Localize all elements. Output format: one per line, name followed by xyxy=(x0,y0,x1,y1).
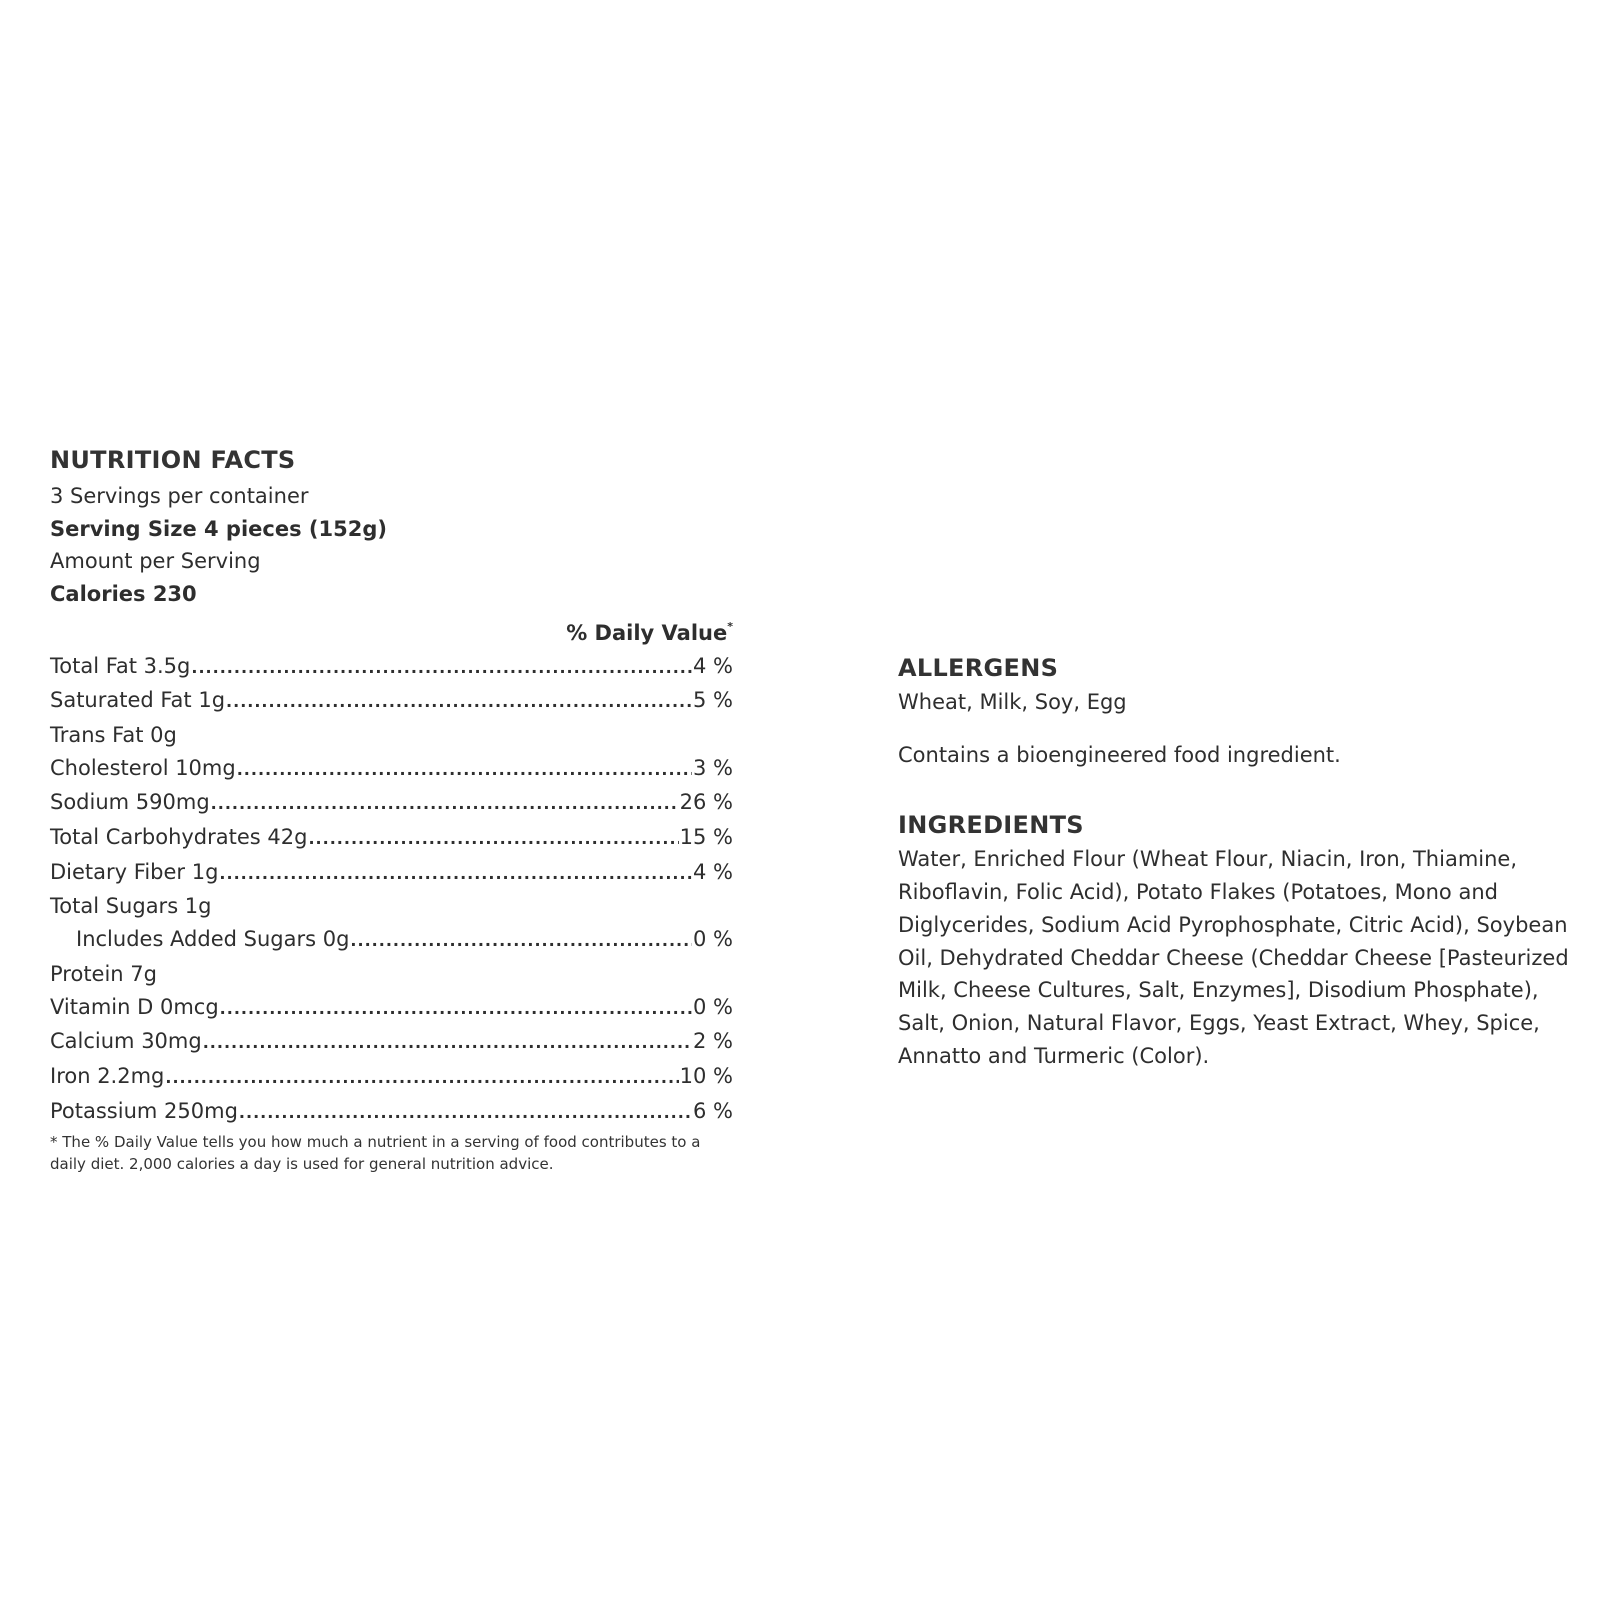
serving-size: Serving Size 4 pieces (152g) xyxy=(50,516,387,541)
nutrient-row xyxy=(50,752,733,787)
dot-leader xyxy=(239,1097,692,1130)
nutrient-label: Includes Added Sugars 0g xyxy=(76,927,350,952)
nutrient-label: Potassium 250mg xyxy=(50,1098,238,1123)
dot-leader xyxy=(237,754,692,787)
nutrient-daily-value: 5 % xyxy=(693,688,733,713)
nutrient-label: Saturated Fat 1g xyxy=(50,688,226,713)
allergens-title: ALLERGENS xyxy=(898,654,1059,682)
daily-value-footnote: * The % Daily Value tells you how much a nutrient in a serving of food contributes to a daily diet. 2,000 calories a day is used for general nutrition advice. xyxy=(50,1133,701,1174)
dot-leader xyxy=(350,925,692,958)
nutrient-daily-value: 0 % xyxy=(693,927,733,952)
nutrient-daily-value: 26 % xyxy=(679,790,733,815)
nutrient-label: Total Carbohydrates 42g xyxy=(50,825,308,850)
nutrition-facts-title: NUTRITION FACTS xyxy=(50,446,296,474)
nutrient-row xyxy=(50,786,733,821)
nutrient-label: Calcium 30mg xyxy=(50,1029,202,1054)
nutrition-facts-panel xyxy=(50,440,733,1175)
nutrient-label: Iron 2.2mg xyxy=(50,1063,165,1088)
bioengineered-statement: Contains a bioengineered food ingredient. xyxy=(898,742,1341,767)
nutrient-daily-value: 2 % xyxy=(693,1029,733,1054)
dot-leader xyxy=(191,652,692,685)
daily-value-asterisk: * xyxy=(727,619,733,633)
dot-leader xyxy=(219,858,692,891)
nutrient-row xyxy=(50,958,733,991)
daily-value-label: % Daily Value xyxy=(566,620,728,645)
servings-per-container: 3 Servings per container xyxy=(50,484,309,508)
nutrient-row xyxy=(50,1060,733,1095)
nutrient-label: Cholesterol 10mg xyxy=(50,755,236,780)
ingredients-title: INGREDIENTS xyxy=(898,811,1084,840)
nutrient-row xyxy=(50,991,733,1026)
nutrient-row xyxy=(50,719,733,752)
nutrient-label: Vitamin D 0mcg xyxy=(50,994,219,1019)
dot-leader xyxy=(165,1062,678,1095)
nutrient-row xyxy=(50,890,733,923)
nutrient-label: Trans Fat 0g xyxy=(50,722,177,747)
nutrient-label: Protein 7g xyxy=(50,961,157,986)
daily-value-header xyxy=(50,611,733,650)
nutrient-row xyxy=(50,821,733,856)
nutrient-daily-value: 0 % xyxy=(693,994,733,1019)
dot-leader xyxy=(308,823,678,856)
nutrient-label: Total Sugars 1g xyxy=(50,894,212,919)
dot-leader xyxy=(211,788,679,821)
nutrient-daily-value: 3 % xyxy=(693,755,733,780)
nutrient-daily-value: 4 % xyxy=(693,859,733,884)
nutrient-row xyxy=(50,1025,733,1060)
nutrient-daily-value: 6 % xyxy=(693,1098,733,1123)
nutrient-row xyxy=(50,923,733,958)
amount-per-serving: Amount per Serving xyxy=(50,549,261,574)
calories: Calories 230 xyxy=(50,582,197,607)
allergens-ingredients-panel xyxy=(898,650,1578,1072)
nutrient-daily-value: 4 % xyxy=(693,653,733,678)
nutrient-label: Dietary Fiber 1g xyxy=(50,859,219,884)
nutrient-row xyxy=(50,650,733,685)
nutrient-row xyxy=(50,856,733,891)
nutrient-daily-value: 10 % xyxy=(679,1063,733,1088)
allergens-list: Wheat, Milk, Soy, Egg xyxy=(898,690,1127,714)
nutrient-label: Total Fat 3.5g xyxy=(50,653,191,678)
dot-leader xyxy=(220,993,692,1026)
nutrient-daily-value: 15 % xyxy=(679,825,733,850)
ingredients-text: Water, Enriched Flour (Wheat Flour, Niacin, Iron, Thiamine, Riboflavin, Folic Acid), Potato Flakes (Potatoes, Mono and Diglycerides, Sodium Acid Pyrophosphate, Citric Acid), Soybean Oil, Dehydrated Cheddar Cheese (Cheddar Cheese [Pasteurized Milk, Cheese Cultures, Salt, Enzymes], Disodium Phosphate), Salt, Onion, Natural Flavor, Eggs, Yeast Extract, Whey, Spice, Annatto and Turmeric (Color). xyxy=(898,847,1569,1068)
dot-leader xyxy=(226,686,692,719)
nutrient-row xyxy=(50,1095,733,1130)
nutrient-row xyxy=(50,684,733,719)
nutrient-label: Sodium 590mg xyxy=(50,790,210,815)
dot-leader xyxy=(203,1027,692,1060)
